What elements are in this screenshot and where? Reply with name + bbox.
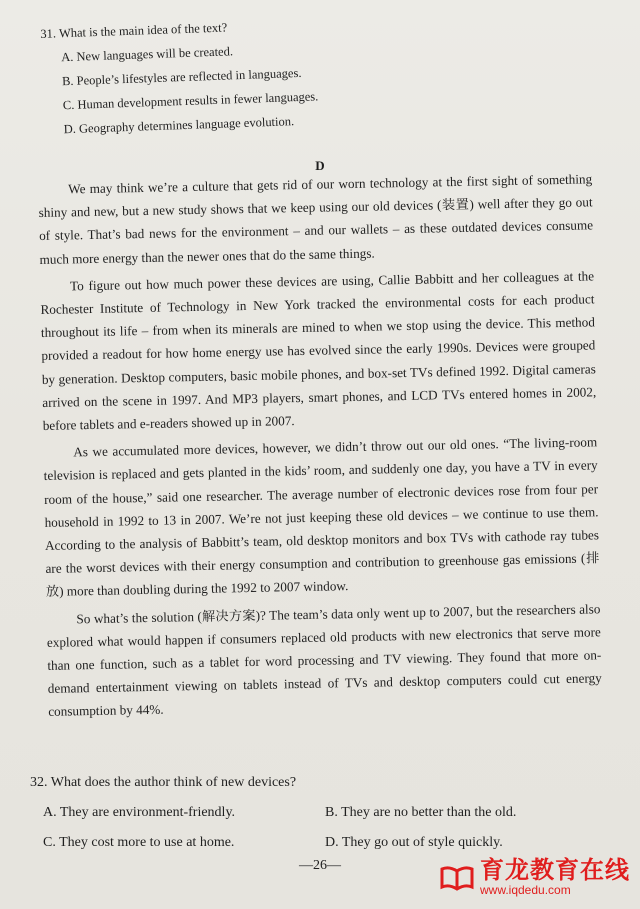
question-32-option-b: B. They are no better than the old. bbox=[325, 805, 517, 820]
question-31-option-d: D. Geography determines language evolution. bbox=[63, 114, 295, 137]
question-32 bbox=[30, 768, 590, 858]
question-32-option-a: A. They are environment-friendly. bbox=[43, 805, 236, 820]
question-31-option-c: C. Human development results in fewer languages. bbox=[62, 89, 319, 113]
watermark-brand: 育龙教育在线 bbox=[480, 856, 630, 884]
question-31 bbox=[40, 11, 364, 142]
watermark bbox=[440, 858, 630, 897]
question-31-option-b: B. People’s lifestyles are reflected in languages. bbox=[61, 65, 302, 89]
question-31-option-a: A. New languages will be created. bbox=[60, 44, 234, 65]
section-title: D bbox=[315, 158, 325, 173]
watermark-url: www.iqdedu.com bbox=[480, 883, 571, 897]
paragraph-4: So what’s the solution (解决方案)? The team’s data only went up to 2007, but the researchers also explored what would happen if consumers replaced old products with new electronics that serve more than one function, such as a tablet for word processing and TV viewing. They found that more on-demand entertainment viewing on tablets instead of TVs and desktop computers could cut energy consumption by 44%. bbox=[46, 600, 602, 720]
paragraph-3: As we accumulated more devices, however, we didn’t throw out our old ones. “The living-room television is replaced and gets planted in the kids’ room, and suddenly one day, you have a TV in every room of the house,” said one researcher. The average number of electronic devices rose from four per household in 1992 to 13 in 2007. We’re not just keeping these old devices – we continue to use them. According to the analysis of Babbitt’s team, old desktop monitors and box TVs with cathode ray tubes are the worst devices with their energy consumption and contribution to greenhouse gas emissions (排放) more than doubling during the 1992 to 2007 window. bbox=[43, 434, 600, 600]
open-book-icon bbox=[440, 865, 474, 891]
question-31-stem: 31. What is the main idea of the text? bbox=[40, 20, 228, 41]
question-32-stem: 32. What does the author think of new devices? bbox=[30, 775, 297, 790]
question-32-options bbox=[30, 798, 590, 858]
page-number: —26— bbox=[299, 858, 341, 873]
paragraph-2: To figure out how much power these devices are using, Callie Babbitt and her colleagues at the Rochester Institute of Technology in New York tracked the environmental costs for each product throughout its life – from when its minerals are mined to when we stop using the device. This method provided a readout for how home energy use has evolved since the early 1990s. Devices were grouped by generation. Desktop computers, basic mobile phones, and box-set TVs defined 1992. Digital cameras arrived on the scene in 1997. And MP3 players, smart phones, and LCD TVs entered homes in 2002, before tablets and e-readers showed up in 2007. bbox=[40, 268, 597, 433]
paragraph-1: We may think we’re a culture that gets rid of our worn technology at the first sight of something shiny and new, but a new study shows that we keep using our old devices (装置) well after they go out of style. That’s bad news for the environment – and our wallets – as these outdated devices consume much more energy than the newer ones that do the same things. bbox=[38, 171, 594, 267]
question-32-option-c: C. They cost more to use at home. bbox=[43, 835, 235, 850]
reading-passage bbox=[38, 167, 602, 727]
question-32-option-d: D. They go out of style quickly. bbox=[325, 835, 503, 850]
